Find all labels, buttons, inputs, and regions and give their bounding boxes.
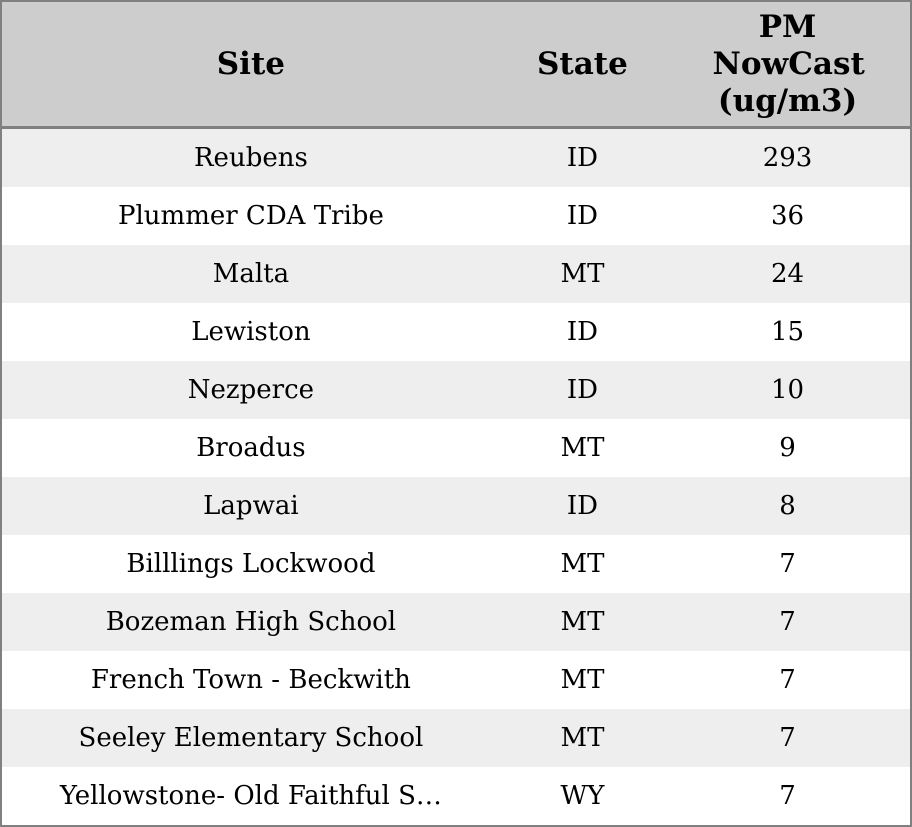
table-row[interactable] (2, 477, 910, 535)
cell-site: Malta (212, 259, 290, 289)
cell-pm-nowcast: 7 (779, 607, 796, 637)
cell-pm-nowcast: 293 (762, 143, 813, 173)
table-row[interactable] (2, 709, 910, 767)
cell-pm-nowcast: 8 (779, 491, 796, 521)
cell-pm-nowcast: 7 (779, 665, 796, 695)
cell-state: MT (560, 607, 605, 637)
table-row[interactable] (2, 361, 910, 419)
table-row[interactable] (2, 245, 910, 303)
cell-state: WY (560, 781, 605, 811)
table-row[interactable] (2, 651, 910, 709)
cell-site: Bozeman High School (105, 607, 397, 637)
table-row[interactable] (2, 187, 910, 245)
cell-state: ID (566, 491, 598, 521)
cell-pm-nowcast: 36 (770, 201, 805, 231)
cell-pm-nowcast: 7 (779, 723, 796, 753)
cell-pm-nowcast: 7 (779, 549, 796, 579)
table-row[interactable] (2, 593, 910, 651)
cell-state: ID (566, 375, 598, 405)
cell-site: Lewiston (191, 317, 311, 347)
cell-state: ID (566, 317, 598, 347)
cell-site: Yellowstone- Old Faithful S… (59, 781, 442, 811)
header-cell-site[interactable] (2, 46, 500, 83)
cell-pm-nowcast: 10 (770, 375, 805, 405)
cell-state: ID (566, 143, 598, 173)
cell-site: Billlings Lockwood (126, 549, 376, 579)
table-row[interactable] (2, 535, 910, 593)
cell-site: French Town - Beckwith (90, 665, 411, 695)
cell-pm-nowcast: 7 (779, 781, 796, 811)
cell-state: MT (560, 549, 605, 579)
cell-site: Broadus (196, 433, 306, 463)
cell-pm-nowcast: 15 (770, 317, 805, 347)
table-row[interactable] (2, 303, 910, 361)
cell-site: Lapwai (203, 491, 299, 521)
table-body (2, 129, 910, 825)
cell-site: Plummer CDA Tribe (117, 201, 384, 231)
table-header-row (2, 2, 910, 129)
table-row[interactable] (2, 129, 910, 187)
cell-state: MT (560, 665, 605, 695)
cell-state: MT (560, 259, 605, 289)
header-cell-pm-nowcast[interactable] (665, 9, 910, 120)
header-label-state: State (537, 45, 628, 82)
cell-site: Reubens (193, 143, 308, 173)
header-cell-state[interactable] (500, 46, 665, 83)
table-row[interactable] (2, 419, 910, 477)
cell-state: MT (560, 433, 605, 463)
cell-state: MT (560, 723, 605, 753)
table-row[interactable] (2, 767, 910, 825)
cell-pm-nowcast: 9 (779, 433, 796, 463)
cell-site: Seeley Elementary School (78, 723, 424, 753)
header-label-site: Site (216, 45, 286, 82)
header-label-pm-nowcast: PM NowCast (ug/m3) (712, 8, 865, 119)
cell-site: Nezperce (187, 375, 315, 405)
cell-state: ID (566, 201, 598, 231)
cell-pm-nowcast: 24 (770, 259, 805, 289)
